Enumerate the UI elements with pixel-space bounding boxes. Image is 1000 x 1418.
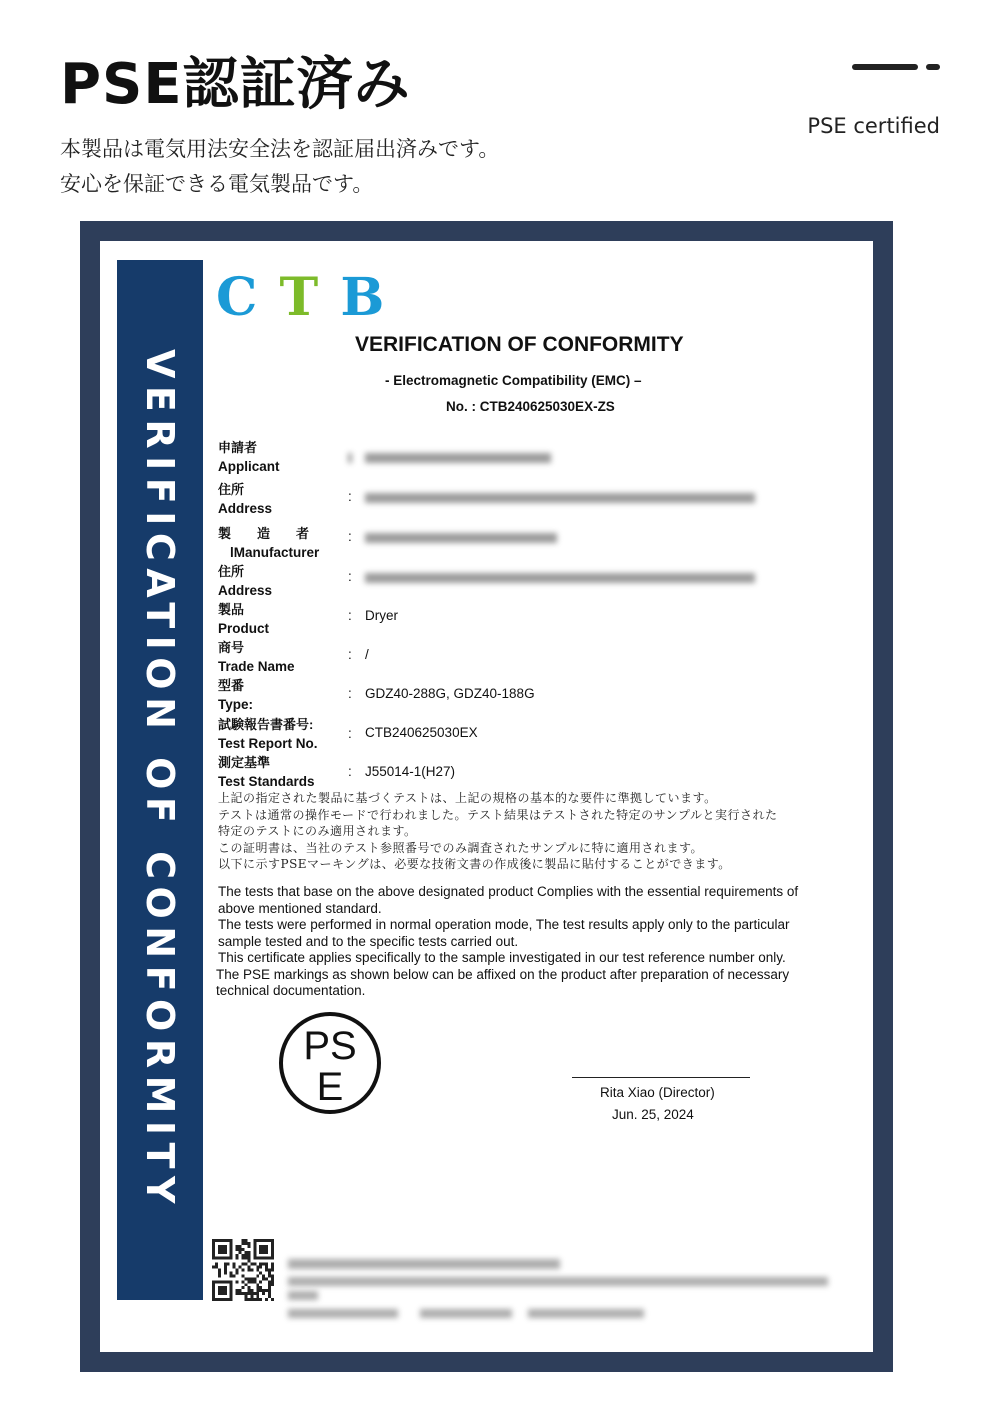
field-jp-label: 型番 <box>218 678 245 693</box>
english-statement <box>218 884 798 1000</box>
field-jp-label: 住所 <box>218 482 245 497</box>
field-colon: : <box>348 608 352 623</box>
redacted-address <box>365 493 755 503</box>
field-test-report-value: CTB240625030EX <box>365 725 478 740</box>
signature-name: Rita Xiao (Director) <box>600 1085 715 1100</box>
intro-text <box>60 132 499 202</box>
redacted-applicant <box>365 453 551 463</box>
page-title: PSE認証済み <box>60 52 411 117</box>
signature-line <box>572 1077 750 1078</box>
field-en-label: lManufacturer <box>230 545 320 560</box>
field-manufacturer-label <box>218 525 319 562</box>
field-colon: : <box>348 764 352 779</box>
field-colon: : <box>348 569 352 584</box>
intro-line-1: 本製品は電気用法安全法を認証届出済みです。 <box>60 137 500 161</box>
redacted-contact-3 <box>528 1309 644 1318</box>
certificate-side-band <box>117 260 203 1300</box>
field-colon: : <box>348 489 352 504</box>
field-en-label: Applicant <box>218 459 280 474</box>
field-en-label: Address <box>218 583 273 598</box>
jp-statement-line: 上記の指定された製品に基づくテストは、上記の規格の基本的な要件に準拠しています。 <box>218 791 717 805</box>
logo-letter-c: C <box>216 267 260 328</box>
en-statement-line: The tests were performed in normal operation mode, The test results apply only to the particular <box>218 917 790 932</box>
field-trade-name-label <box>218 639 295 676</box>
field-test-standards-label <box>218 754 315 791</box>
en-statement-line: This certificate applies specifically to the sample investigated in our test reference number only. <box>218 950 786 965</box>
field-applicant-label <box>218 439 280 476</box>
redacted-contact-1 <box>288 1309 398 1318</box>
field-jp-label: 測定基準 <box>218 755 271 770</box>
field-en-label: Type: <box>218 697 254 712</box>
en-statement-line: above mentioned standard. <box>218 900 382 916</box>
jp-statement-line: この証明書は、当社のテスト参照番号でのみ調査されたサンプルに特に適用されます。 <box>218 840 703 855</box>
certificate-frame <box>80 221 893 1372</box>
decorative-dash-long <box>852 64 918 70</box>
jp-statement-line: 特定のテストにのみ適用されます。 <box>218 824 417 838</box>
en-statement-line: The tests that base on the above designated product Complies with the essential requirements of <box>218 884 799 899</box>
field-en-label: Test Report No. <box>218 736 318 751</box>
pse-mark-bottom: E <box>316 1065 344 1109</box>
logo-letter-t: T <box>279 267 321 328</box>
field-product-value: Dryer <box>365 608 398 623</box>
field-address-label <box>218 481 272 518</box>
field-en-label: Product <box>218 621 270 636</box>
field-colon: : <box>348 647 352 662</box>
field-test-report-label <box>218 716 318 753</box>
field-jp-label: 住所 <box>218 564 245 579</box>
field-type-value: GDZ40-288G, GDZ40-188G <box>365 686 535 701</box>
field-type-label <box>218 677 253 714</box>
certificate-title: VERIFICATION OF CONFORMITY <box>355 333 684 356</box>
signature-date: Jun. 25, 2024 <box>612 1107 694 1122</box>
redacted-company-address <box>288 1277 828 1286</box>
redacted-manufacturer <box>365 533 557 543</box>
pse-mark-top: PS <box>303 1024 357 1068</box>
field-en-label: Trade Name <box>218 659 295 674</box>
logo-letter-b: B <box>340 267 387 328</box>
field-trade-name-value: / <box>365 647 369 662</box>
field-en-label: Address <box>218 501 273 516</box>
decorative-dash-short <box>926 64 940 70</box>
certificate-subtitle: - Electromagnetic Compatibility (EMC) – <box>385 373 642 388</box>
side-band-text: VERIFICATION OF CONFORMITY <box>138 348 182 1212</box>
field-test-standards-value: J55014-1(H27) <box>365 764 456 779</box>
en-statement-line: The PSE markings as shown below can be affixed on the product after preparation of necessary <box>216 966 790 982</box>
field-en-label: Test Standards <box>218 774 315 789</box>
certificate-number: No. : CTB240625030EX-ZS <box>446 399 615 414</box>
intro-line-2: 安心を保証できる電気製品です。 <box>60 172 374 196</box>
field-jp-label: 製品 <box>218 602 245 617</box>
redaction-mark <box>348 453 352 463</box>
field-jp-label: 製 造 者 <box>218 526 310 541</box>
redacted-address2 <box>365 573 755 583</box>
pse-certified-label: PSE certified <box>807 114 940 138</box>
ctb-logo <box>216 267 386 328</box>
field-colon: : <box>348 529 352 544</box>
field-product-label <box>218 601 269 638</box>
field-colon: : <box>348 726 352 741</box>
field-colon: : <box>348 686 352 701</box>
en-statement-line: technical documentation. <box>216 983 366 998</box>
field-jp-label: 申請者 <box>218 440 258 455</box>
japanese-statement <box>218 790 778 873</box>
redacted-contact-2 <box>420 1309 512 1318</box>
qr-code-icon <box>212 1239 274 1301</box>
pse-mark-icon <box>278 1011 382 1115</box>
field-address2-label <box>218 563 272 600</box>
certificate-paper <box>100 241 873 1352</box>
field-jp-label: 試験報告書番号: <box>218 717 314 732</box>
redacted-company-name <box>288 1259 560 1269</box>
redacted-company-address-2 <box>288 1291 318 1300</box>
en-statement-line: sample tested and to the specific tests carried out. <box>218 933 519 949</box>
field-jp-label: 商号 <box>218 640 245 655</box>
jp-statement-line: 以下に示すPSEマーキングは、必要な技術文書の作成後に製品に貼付することができます。 <box>218 857 731 871</box>
jp-statement-line: テストは通常の操作モードで行われました。テスト結果はテストされた特定のサンプルと実行された <box>218 807 778 822</box>
